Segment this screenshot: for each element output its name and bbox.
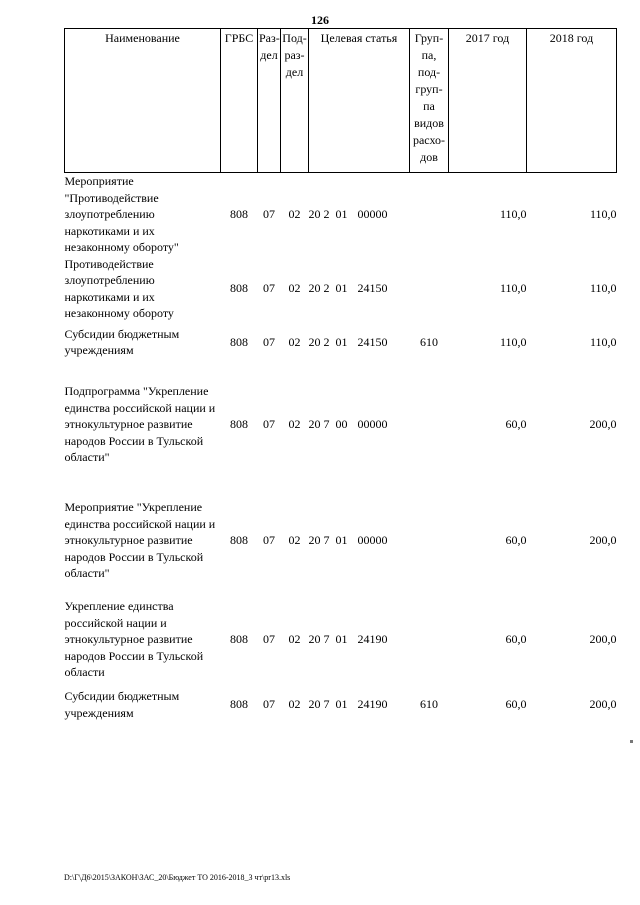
header-razdel: Раз-дел xyxy=(258,29,281,173)
header-name: Наименование xyxy=(65,29,221,173)
row-name: Подпрограмма "Укрепление единства российской нации и этнокультурное развитие народов России в Тульской области" xyxy=(64,384,216,465)
row-2017: 60,0 xyxy=(505,697,527,712)
row-name: Мероприятие "Укрепление единства российской нации и этнокультурное развитие народов России в Тульской области" xyxy=(64,500,216,581)
row-target xyxy=(309,685,410,725)
table-row xyxy=(65,487,617,595)
target-program: 20 xyxy=(308,697,321,712)
row-2018: 110,0 xyxy=(589,281,617,296)
row-group: 610 xyxy=(420,697,438,712)
row-grbs: 808 xyxy=(230,281,248,296)
row-2017: 110,0 xyxy=(499,281,527,296)
row-group: 610 xyxy=(420,334,438,349)
row-podrazdel: 02 xyxy=(288,417,301,432)
scan-mark xyxy=(630,740,633,743)
target-subprogram: 7 xyxy=(323,533,330,548)
target-program: 20 xyxy=(308,417,321,432)
row-grbs: 808 xyxy=(230,632,248,647)
target-event: 01 xyxy=(335,334,348,349)
table-row xyxy=(65,256,617,322)
target-subprogram: 7 xyxy=(323,632,330,647)
row-2018: 200,0 xyxy=(589,632,617,647)
row-grbs: 808 xyxy=(230,207,248,221)
table-row xyxy=(65,685,617,725)
header-2017: 2017 год xyxy=(449,29,527,173)
target-program: 20 xyxy=(308,533,321,548)
row-2018: 110,0 xyxy=(589,207,617,221)
header-grbs: ГРБС xyxy=(221,29,258,173)
target-event: 01 xyxy=(335,632,348,647)
target-direction: 24150 xyxy=(357,281,388,296)
row-2017: 110,0 xyxy=(499,207,527,221)
file-path-footer: D:\Г\Д6\2015\ЗАКОН\ЗАС_20\Бюджет ТО 2016-2018_3 чт\pr13.xls xyxy=(64,873,291,882)
row-name: Противодействие злоупотреблению наркотиками и их незаконному обороту xyxy=(64,256,174,320)
target-direction: 00000 xyxy=(357,207,388,221)
row-podrazdel: 02 xyxy=(288,632,301,647)
header-2018: 2018 год xyxy=(527,29,617,173)
row-razdel: 07 xyxy=(263,697,275,712)
row-razdel: 07 xyxy=(263,533,275,548)
row-razdel: 07 xyxy=(263,281,275,296)
row-razdel: 07 xyxy=(263,632,275,647)
row-target xyxy=(309,595,410,685)
row-grbs: 808 xyxy=(230,417,248,432)
table-row xyxy=(65,595,617,685)
row-2017: 60,0 xyxy=(505,632,527,647)
row-group xyxy=(410,595,449,685)
target-program: 20 xyxy=(308,334,321,349)
target-subprogram: 7 xyxy=(323,697,330,712)
target-program: 20 xyxy=(308,207,321,221)
target-event: 01 xyxy=(335,207,348,221)
row-name: Мероприятие "Противодействие злоупотреблению наркотиками и их незаконному обороту" xyxy=(64,174,179,254)
row-podrazdel: 02 xyxy=(288,334,301,349)
row-name: Субсидии бюджетным учреждениям xyxy=(64,689,180,720)
row-name: Субсидии бюджетным учреждениям xyxy=(64,326,180,357)
row-podrazdel: 02 xyxy=(288,281,301,296)
budget-table xyxy=(64,28,617,725)
row-2018: 200,0 xyxy=(589,697,617,712)
row-group xyxy=(410,256,449,322)
target-direction: 00000 xyxy=(357,417,388,432)
row-group xyxy=(410,487,449,595)
row-target xyxy=(309,363,410,487)
row-target xyxy=(309,322,410,363)
header-podrazdel: Под-раз-дел xyxy=(281,29,309,173)
row-name: Укрепление единства российской нации и этнокультурное развитие народов России в Тульской области xyxy=(64,599,204,680)
target-event: 01 xyxy=(335,533,348,548)
row-razdel: 07 xyxy=(263,334,275,349)
row-target xyxy=(309,256,410,322)
row-2017: 110,0 xyxy=(499,334,527,349)
row-2018: 200,0 xyxy=(589,417,617,432)
row-grbs: 808 xyxy=(230,334,248,349)
table-header-row xyxy=(65,29,617,173)
table-row xyxy=(65,173,617,256)
target-subprogram: 2 xyxy=(323,334,330,349)
table-row xyxy=(65,363,617,487)
target-event: 00 xyxy=(335,417,348,432)
row-grbs: 808 xyxy=(230,533,248,548)
target-subprogram: 2 xyxy=(323,207,330,221)
row-grbs: 808 xyxy=(230,697,248,712)
target-direction: 24190 xyxy=(357,632,388,647)
row-target xyxy=(309,487,410,595)
row-2018: 200,0 xyxy=(589,533,617,548)
table-row xyxy=(65,322,617,363)
target-subprogram: 7 xyxy=(323,417,330,432)
row-razdel: 07 xyxy=(263,417,275,432)
target-direction: 00000 xyxy=(357,533,388,548)
target-event: 01 xyxy=(335,697,348,712)
target-event: 01 xyxy=(335,281,348,296)
row-group xyxy=(410,173,449,256)
row-podrazdel: 02 xyxy=(288,533,301,548)
row-2018: 110,0 xyxy=(589,334,617,349)
header-group: Груп-па, под-груп-па видов расхо-дов xyxy=(410,29,449,173)
row-2017: 60,0 xyxy=(505,417,527,432)
row-target xyxy=(309,173,410,256)
row-podrazdel: 02 xyxy=(288,207,301,221)
target-direction: 24150 xyxy=(357,334,388,349)
target-direction: 24190 xyxy=(357,697,388,712)
target-program: 20 xyxy=(308,281,321,296)
row-2017: 60,0 xyxy=(505,533,527,548)
target-subprogram: 2 xyxy=(323,281,330,296)
page-number: 126 xyxy=(311,13,329,27)
header-target: Целевая статья xyxy=(309,29,410,173)
target-program: 20 xyxy=(308,632,321,647)
row-group xyxy=(410,363,449,487)
row-podrazdel: 02 xyxy=(288,697,301,712)
row-razdel: 07 xyxy=(263,207,275,221)
